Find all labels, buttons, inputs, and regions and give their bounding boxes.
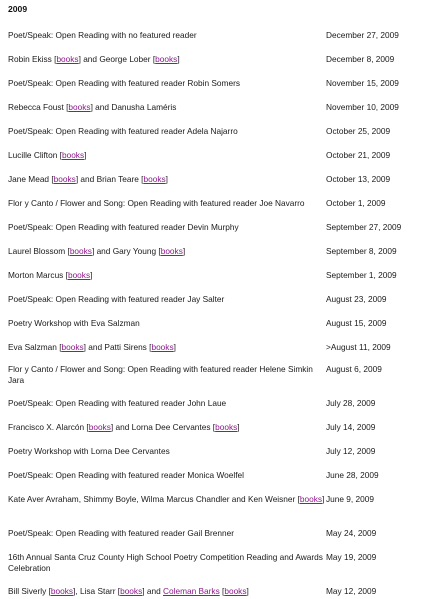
bracket-open: [ [59, 150, 62, 160]
event-date: June 9, 2009 [326, 494, 374, 504]
books-link[interactable]: books [160, 246, 183, 256]
event-text: and George Lober [80, 54, 153, 64]
event-row [8, 422, 418, 434]
books-link[interactable]: books [120, 586, 143, 596]
event-text: Poet/Speak: Open Reading with featured reader Adela Najarro [8, 126, 238, 136]
event-title [8, 422, 326, 433]
event-text: Poet/Speak: Open Reading with featured reader Jay Salter [8, 294, 225, 304]
event-text: Poet/Speak: Open Reading with featured reader Robin Somers [8, 78, 240, 88]
event-title [8, 342, 326, 353]
event-date: August 23, 2009 [326, 294, 387, 304]
event-text: and Lorna Dee Cervantes [113, 422, 213, 432]
bracket-open: [ [51, 174, 54, 184]
books-link[interactable]: books [88, 422, 111, 432]
bracket-close: ] [246, 586, 249, 596]
event-row [8, 552, 418, 574]
bracket-open: [ [48, 586, 51, 596]
event-text: Rebecca Foust [8, 102, 67, 112]
event-date: December 27, 2009 [326, 30, 399, 40]
event-row [8, 470, 418, 482]
event-date: October 13, 2009 [326, 174, 391, 184]
event-text: , Lisa Starr [75, 586, 118, 596]
event-row [8, 586, 418, 598]
event-text: Kate Aver Avraham, Shimmy Boyle, Wilma Marcus Chandler and Ken Weisner [8, 494, 298, 504]
bracket-open: [ [65, 270, 68, 280]
event-text: Poet/Speak: Open Reading with no featured reader [8, 30, 197, 40]
bracket-close: ] [90, 102, 93, 112]
event-row [8, 78, 418, 90]
event-date: October 21, 2009 [326, 150, 391, 160]
event-row [8, 30, 418, 42]
event-text: Flor y Canto / Flower and Song: Open Reading with featured reader Joe Navarro [8, 198, 305, 208]
event-text: Poetry Workshop with Lorna Dee Cervantes [8, 446, 170, 456]
event-date: September 1, 2009 [326, 270, 397, 280]
event-text: Poet/Speak: Open Reading with featured reader Monica Woelfel [8, 470, 244, 480]
event-row [8, 102, 418, 114]
bracket-open: [ [86, 422, 89, 432]
bracket-close: ] [173, 342, 176, 352]
event-row [8, 294, 418, 306]
bracket-open: [ [54, 54, 57, 64]
event-text: Lucille Clifton [8, 150, 60, 160]
event-row [8, 318, 418, 330]
books-link[interactable]: books [53, 174, 76, 184]
event-title [8, 174, 326, 185]
event-date: October 1, 2009 [326, 198, 386, 208]
event-row [8, 126, 418, 138]
event-text: and [144, 586, 163, 596]
event-title [8, 102, 326, 113]
bracket-close: ] [322, 494, 325, 504]
event-row [8, 54, 418, 66]
event-date: December 8, 2009 [326, 54, 395, 64]
event-date: July 12, 2009 [326, 446, 376, 456]
event-date: August 15, 2009 [326, 318, 387, 328]
event-row [8, 398, 418, 410]
event-title [8, 398, 326, 409]
bracket-open: [ [222, 586, 225, 596]
event-text: Flor y Canto / Flower and Song: Open Reading with featured reader Helene Simkin Jara [8, 364, 313, 385]
event-title [8, 270, 326, 281]
bracket-open: [ [152, 54, 156, 64]
event-row [8, 528, 418, 540]
event-date: November 10, 2009 [326, 102, 399, 112]
event-title [8, 294, 326, 305]
event-title [8, 446, 326, 457]
books-link[interactable]: books [67, 270, 91, 280]
bracket-close: ] [73, 586, 76, 596]
event-text: Robin Ekiss [8, 54, 55, 64]
event-text: 16th Annual Santa Cruz County High School Poetry Competition Reading and Awards Celebration [8, 552, 323, 573]
bracket-open: [ [59, 342, 62, 352]
books-link[interactable]: books [50, 586, 74, 596]
event-title [8, 494, 326, 505]
event-date: September 27, 2009 [326, 222, 402, 232]
event-text: Poet/Speak: Open Reading with featured reader John Laue [8, 398, 227, 408]
event-date: May 19, 2009 [326, 552, 377, 562]
event-title [8, 318, 326, 329]
bracket-open: [ [297, 494, 300, 504]
event-title [8, 528, 326, 539]
bracket-open: [ [212, 422, 216, 432]
event-date: June 28, 2009 [326, 470, 379, 480]
event-text: Poet/Speak: Open Reading with featured reader Gail Brenner [8, 528, 234, 538]
event-title [8, 470, 326, 481]
event-title [8, 198, 326, 209]
books-link[interactable]: books [151, 342, 174, 352]
event-row [8, 222, 418, 234]
books-link[interactable]: books [155, 54, 178, 64]
bracket-close: ] [182, 246, 186, 256]
books-link[interactable]: books [68, 102, 91, 112]
event-row [8, 494, 418, 506]
bracket-close: ] [84, 150, 87, 160]
event-row [8, 446, 418, 458]
event-row [8, 270, 418, 282]
event-title [8, 246, 326, 257]
books-link[interactable]: books [224, 586, 247, 596]
bracket-open: [ [117, 586, 121, 596]
event-date: July 14, 2009 [326, 422, 376, 432]
bracket-close: ] [142, 586, 145, 596]
event-date: August 6, 2009 [326, 364, 382, 374]
event-date: May 24, 2009 [326, 528, 377, 538]
event-date: November 15, 2009 [326, 78, 399, 88]
event-row [8, 150, 418, 162]
event-row [8, 246, 418, 258]
bracket-close: ] [237, 422, 240, 432]
event-title [8, 150, 326, 161]
event-title [8, 552, 326, 574]
event-title [8, 222, 326, 233]
event-title [8, 364, 326, 386]
bracket-close: ] [83, 342, 86, 352]
event-date: July 28, 2009 [326, 398, 376, 408]
books-link[interactable]: books [299, 494, 323, 504]
event-text: Laurel Blossom [8, 246, 68, 256]
event-title [8, 78, 326, 89]
event-text: and Patti Sirens [85, 342, 150, 352]
event-date: September 8, 2009 [326, 246, 397, 256]
event-text: and Gary Young [94, 246, 159, 256]
books-link[interactable]: books [61, 342, 84, 352]
event-text: Eva Salzman [8, 342, 60, 352]
event-text: Poet/Speak: Open Reading with featured reader Devin Murphy [8, 222, 239, 232]
books-link[interactable]: books [61, 150, 85, 160]
bracket-open: [ [141, 174, 144, 184]
year-heading: 2009 [8, 4, 28, 14]
books-link[interactable]: books [215, 422, 238, 432]
event-text: Morton Marcus [8, 270, 66, 280]
event-row [8, 342, 418, 354]
event-text: Francisco X. Alarcón [8, 422, 87, 432]
poet-link[interactable]: Coleman Barks [163, 586, 220, 596]
event-text: Jane Mead [8, 174, 52, 184]
event-text: Poetry Workshop with Eva Salzman [8, 318, 140, 328]
event-date: May 12, 2009 [326, 586, 377, 596]
books-link[interactable]: books [143, 174, 166, 184]
bracket-open: [ [158, 246, 161, 256]
books-link[interactable]: books [69, 246, 92, 256]
bracket-close: ] [90, 270, 93, 280]
bracket-close: ] [91, 246, 95, 256]
bracket-close: ] [165, 174, 168, 184]
bracket-close: ] [177, 54, 180, 64]
bracket-open: [ [66, 102, 69, 112]
bracket-close: ] [75, 174, 79, 184]
event-title [8, 126, 326, 137]
event-text: Bill Siverly [8, 586, 49, 596]
event-text: and Brian Teare [78, 174, 142, 184]
event-title [8, 586, 326, 597]
event-title [8, 54, 326, 65]
event-row [8, 364, 418, 386]
bracket-open: [ [67, 246, 70, 256]
event-row [8, 198, 418, 210]
event-text: and Danusha Laméris [92, 102, 177, 112]
event-title [8, 30, 326, 41]
bracket-close: ] [78, 54, 81, 64]
bracket-close: ] [110, 422, 114, 432]
event-date: >August 11, 2009 [326, 342, 391, 352]
books-link[interactable]: books [56, 54, 79, 64]
event-date: October 25, 2009 [326, 126, 391, 136]
event-row [8, 174, 418, 186]
bracket-open: [ [149, 342, 152, 352]
